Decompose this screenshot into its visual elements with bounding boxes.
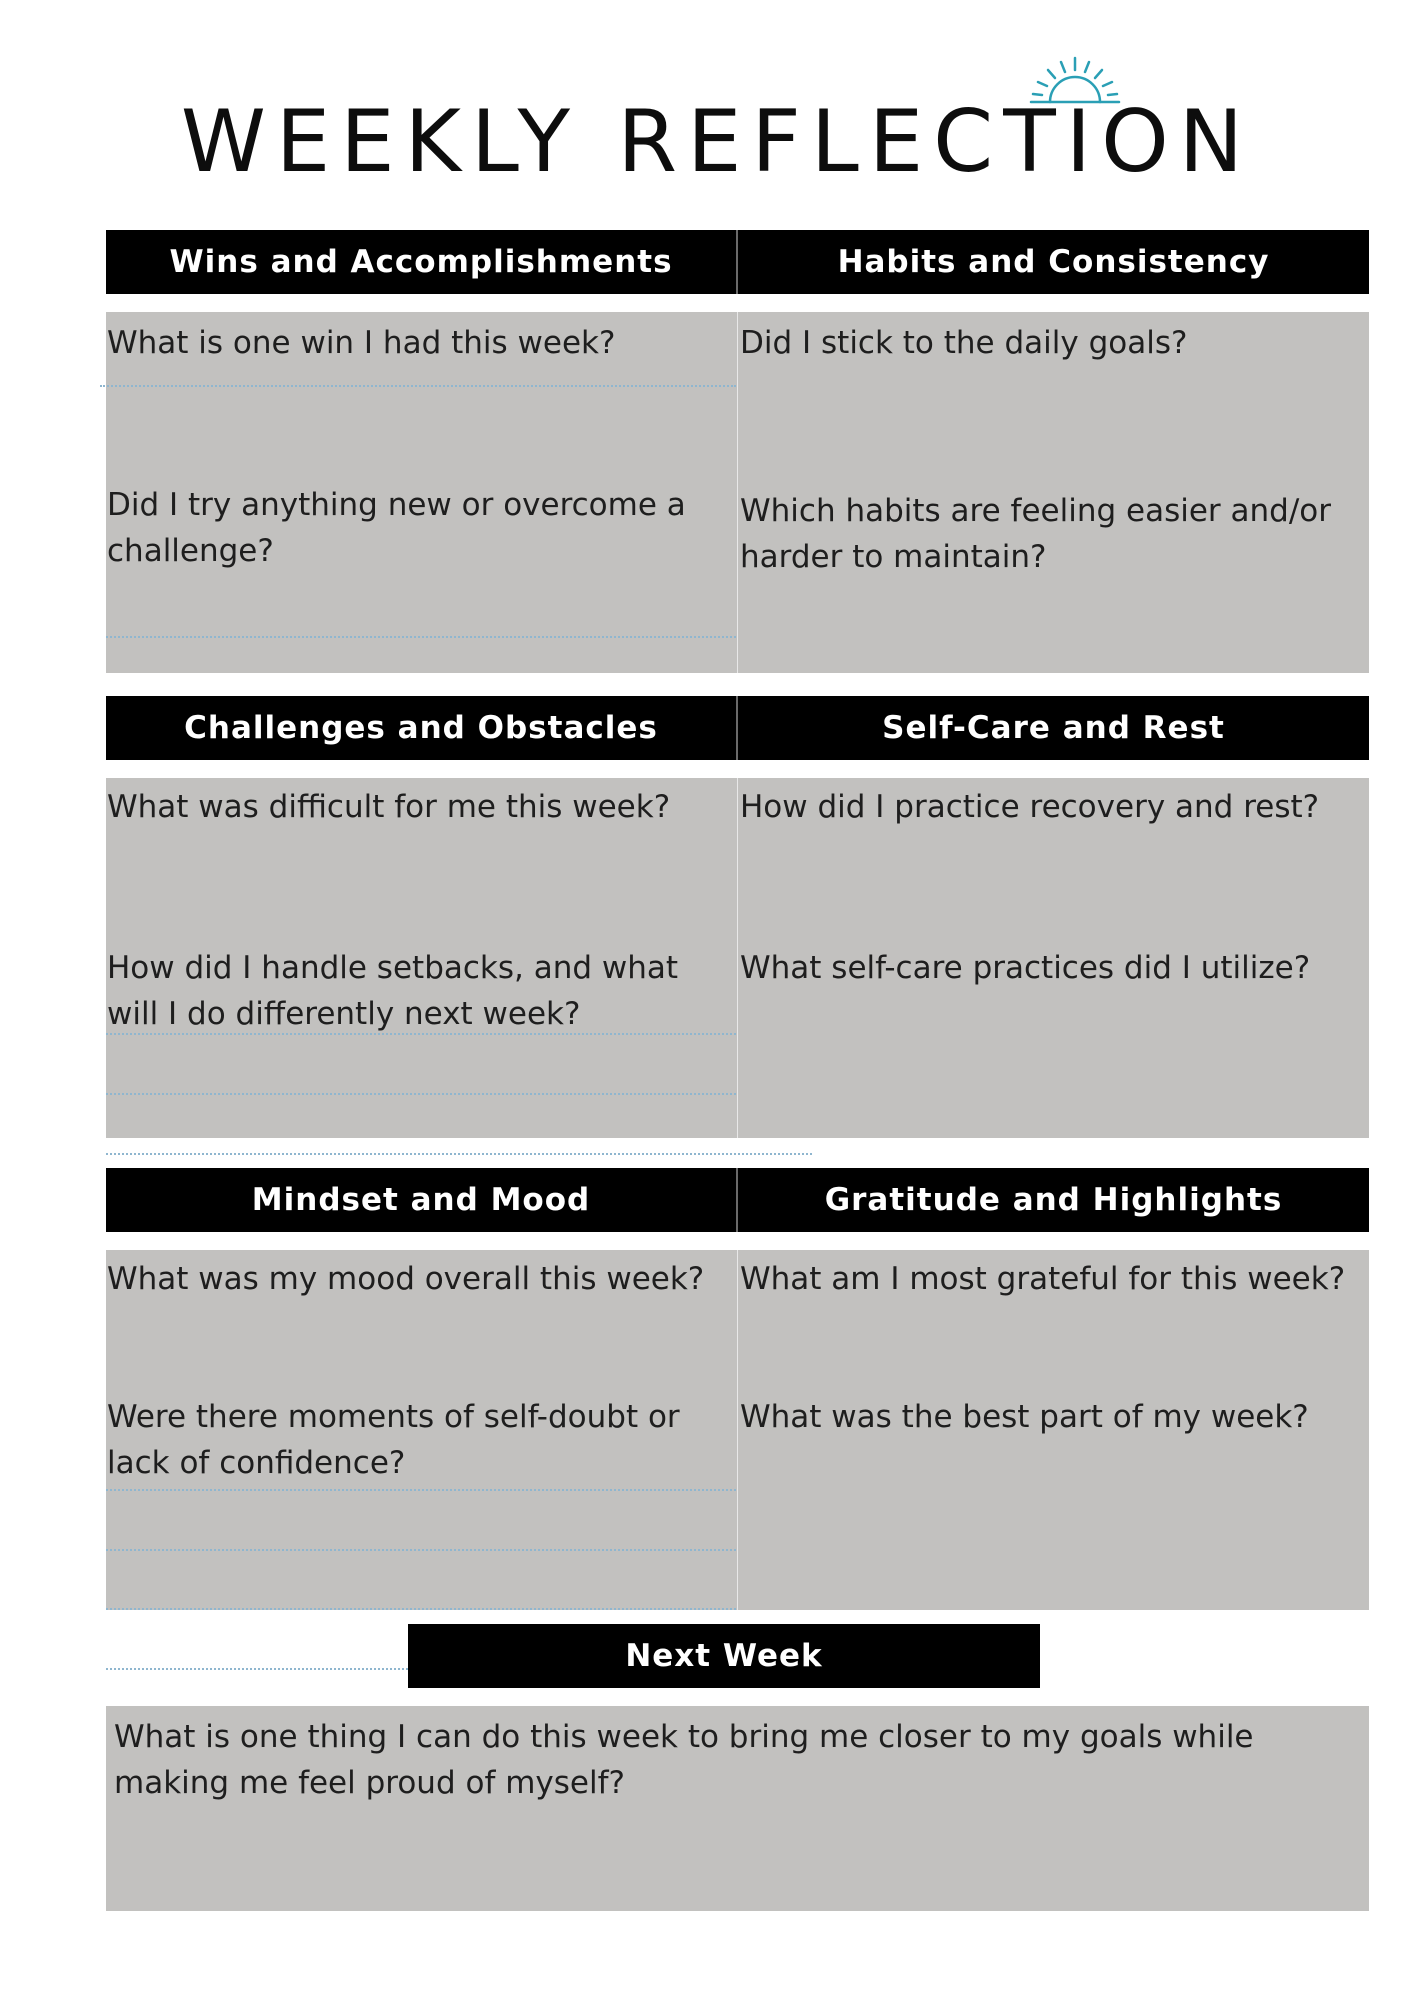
column-divider bbox=[737, 1250, 738, 1610]
question-habits-2: Which habits are feeling easier and/or harder to maintain? bbox=[740, 493, 1331, 575]
question-challenges-1: What was difficult for me this week? bbox=[107, 789, 671, 825]
section-header-wins: Wins and Accomplishments bbox=[106, 230, 736, 294]
section-header-next-week: Next Week bbox=[408, 1624, 1040, 1688]
question-wins-2: Did I try anything new or overcome a challenge? bbox=[107, 487, 686, 569]
writing-line[interactable] bbox=[106, 636, 736, 638]
sunrise-icon bbox=[1025, 54, 1125, 110]
section-header-selfcare: Self-Care and Rest bbox=[738, 696, 1369, 760]
writing-line[interactable] bbox=[100, 385, 736, 387]
question-habits-1: Did I stick to the daily goals? bbox=[740, 325, 1188, 361]
column-divider bbox=[737, 312, 738, 673]
question-gratitude-2: What was the best part of my week? bbox=[740, 1399, 1309, 1435]
question-mindset-2: Were there moments of self-doubt or lack of confidence? bbox=[107, 1399, 680, 1481]
question-next-week-1: What is one thing I can do this week to bring me closer to my goals while making me feel proud of myself? bbox=[114, 1719, 1254, 1801]
writing-line[interactable] bbox=[106, 1489, 736, 1491]
question-selfcare-2: What self-care practices did I utilize? bbox=[740, 950, 1311, 986]
question-selfcare-1: How did I practice recovery and rest? bbox=[740, 789, 1320, 825]
section-header-gratitude: Gratitude and Highlights bbox=[738, 1168, 1369, 1232]
writing-line[interactable] bbox=[106, 1033, 736, 1035]
writing-line[interactable] bbox=[106, 1608, 736, 1610]
page-title: WEEKLY REFLECTION bbox=[180, 92, 1254, 192]
writing-line[interactable] bbox=[106, 1668, 408, 1670]
question-gratitude-1: What am I most grateful for this week? bbox=[740, 1261, 1346, 1297]
question-wins-1: What is one win I had this week? bbox=[107, 325, 616, 361]
writing-line[interactable] bbox=[106, 1549, 736, 1551]
section-header-mindset: Mindset and Mood bbox=[106, 1168, 736, 1232]
question-challenges-2: How did I handle setbacks, and what will I do differently next week? bbox=[107, 950, 679, 1032]
section-header-challenges: Challenges and Obstacles bbox=[106, 696, 736, 760]
section-header-habits: Habits and Consistency bbox=[738, 230, 1369, 294]
question-mindset-1: What was my mood overall this week? bbox=[107, 1261, 705, 1297]
writing-line[interactable] bbox=[106, 1153, 812, 1155]
writing-line[interactable] bbox=[106, 1093, 736, 1095]
column-divider bbox=[737, 778, 738, 1138]
